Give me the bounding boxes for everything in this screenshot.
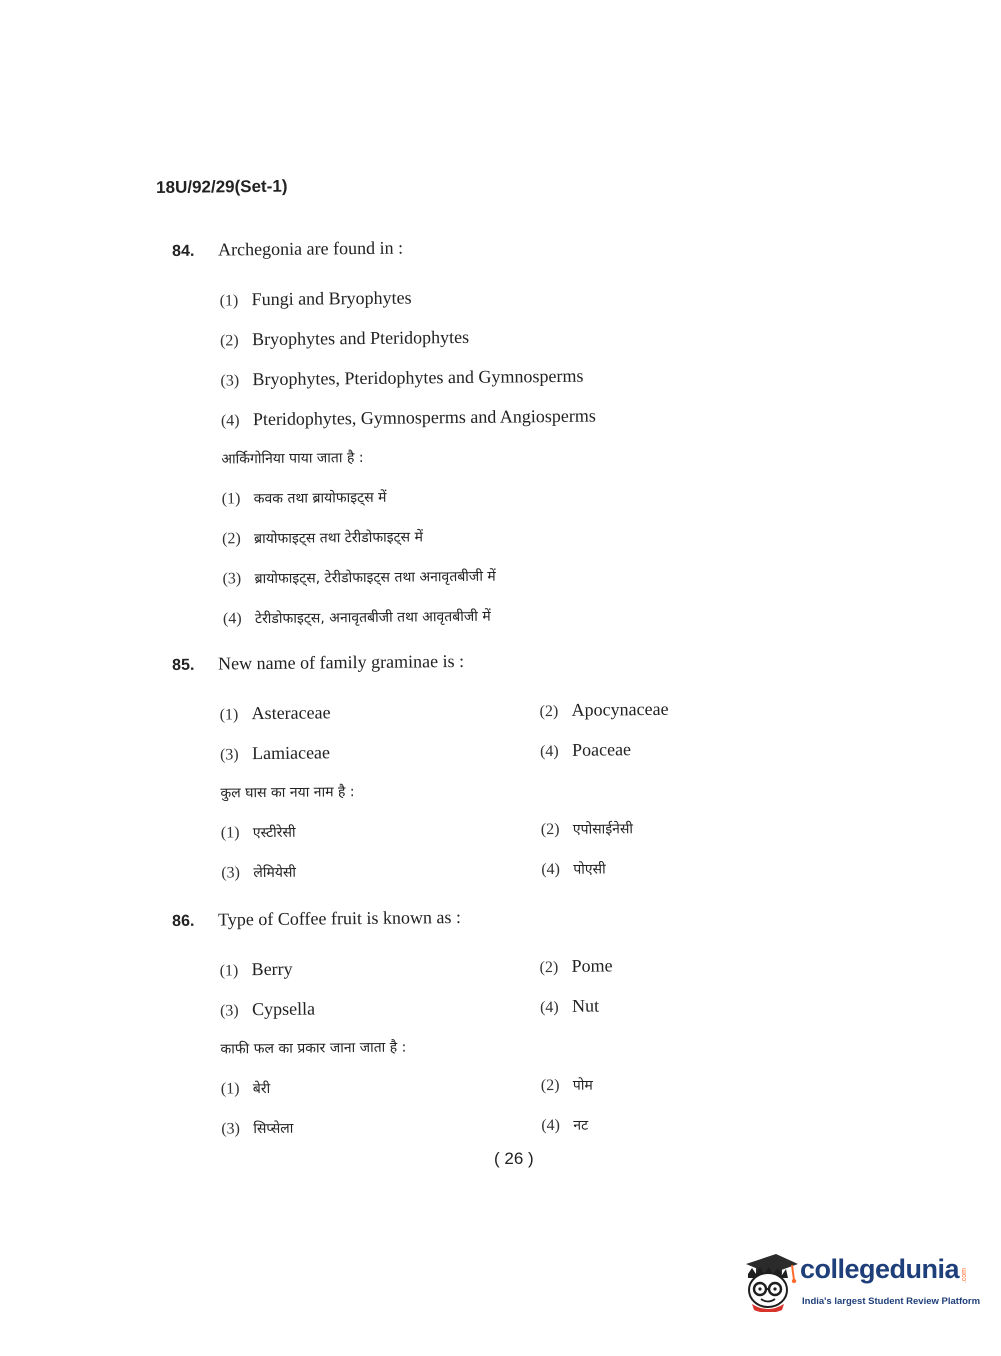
option-4-hindi: (4) नट bbox=[541, 1116, 589, 1135]
question-text-hindi: आर्किगोनिया पाया जाता है : bbox=[221, 450, 364, 468]
option-4: (4) Pteridophytes, Gymnosperms and Angiosperms bbox=[220, 405, 596, 430]
option-4-hindi: (4) पोएसी bbox=[541, 860, 606, 879]
option-3: (3) Lamiaceae bbox=[219, 742, 331, 764]
option-2-hindi: (2) ब्रायोफाइट्स तथा टेरीडोफाइट्स में bbox=[222, 529, 424, 548]
question-text-hindi: कुल घास का नया नाम है : bbox=[220, 784, 355, 802]
option-4: (4) Poaceae bbox=[539, 739, 632, 761]
question-86 bbox=[172, 903, 814, 1150]
option-1-hindi: (1) एस्टीरेसी bbox=[220, 824, 296, 842]
question-number: 84. bbox=[172, 242, 195, 260]
page-code: 18U/92/29(Set-1) bbox=[156, 176, 288, 197]
question-84 bbox=[172, 233, 816, 640]
option-2-hindi: (2) पोम bbox=[540, 1076, 593, 1095]
option-2-hindi: (2) एपोसाईनेसी bbox=[540, 820, 634, 839]
question-number: 85. bbox=[172, 656, 195, 674]
question-text: New name of family graminae is : bbox=[217, 650, 465, 674]
collegedunia-logo bbox=[742, 1250, 981, 1320]
option-1: (1) Berry bbox=[219, 958, 293, 980]
option-2: (2) Pome bbox=[539, 955, 613, 977]
option-1: (1) Fungi and Bryophytes bbox=[219, 287, 412, 310]
option-3: (3) Bryophytes, Pteridophytes and Gymnosperms bbox=[220, 365, 584, 390]
option-1-hindi: (1) बेरी bbox=[220, 1080, 271, 1098]
option-1-hindi: (1) कवक तथा ब्रायोफाइट्स में bbox=[221, 489, 387, 508]
option-3-hindi: (3) ब्रायोफाइट्स, टेरीडोफाइट्स तथा अनावृतबीजी में bbox=[222, 568, 496, 588]
question-text: Type of Coffee fruit is known as : bbox=[217, 906, 462, 930]
question-text: Archegonia are found in : bbox=[217, 237, 404, 260]
option-2: (2) Bryophytes and Pteridophytes bbox=[219, 326, 470, 350]
logo-tagline: India's largest Student Review Platform bbox=[802, 1296, 981, 1307]
option-3-hindi: (3) लेमियेसी bbox=[221, 864, 297, 882]
option-4-hindi: (4) टेरीडोफाइट्स, अनावृतबीजी तथा आवृतबीजी में bbox=[222, 608, 491, 628]
question-text-hindi: काफी फल का प्रकार जाना जाता है : bbox=[220, 1039, 407, 1058]
logo-suffix: .com bbox=[961, 1268, 968, 1284]
question-number: 86. bbox=[172, 912, 195, 930]
logo-name: collegedunia bbox=[800, 1254, 960, 1284]
option-3: (3) Cypsella bbox=[219, 998, 316, 1020]
student-mascot-icon bbox=[742, 1250, 800, 1312]
option-4: (4) Nut bbox=[539, 995, 600, 1017]
option-3-hindi: (3) सिप्सेला bbox=[221, 1120, 294, 1138]
option-2: (2) Apocynaceae bbox=[539, 698, 669, 721]
option-1: (1) Asteraceae bbox=[219, 702, 331, 724]
question-85 bbox=[172, 647, 814, 894]
page-number: ( 26 ) bbox=[494, 1149, 534, 1168]
